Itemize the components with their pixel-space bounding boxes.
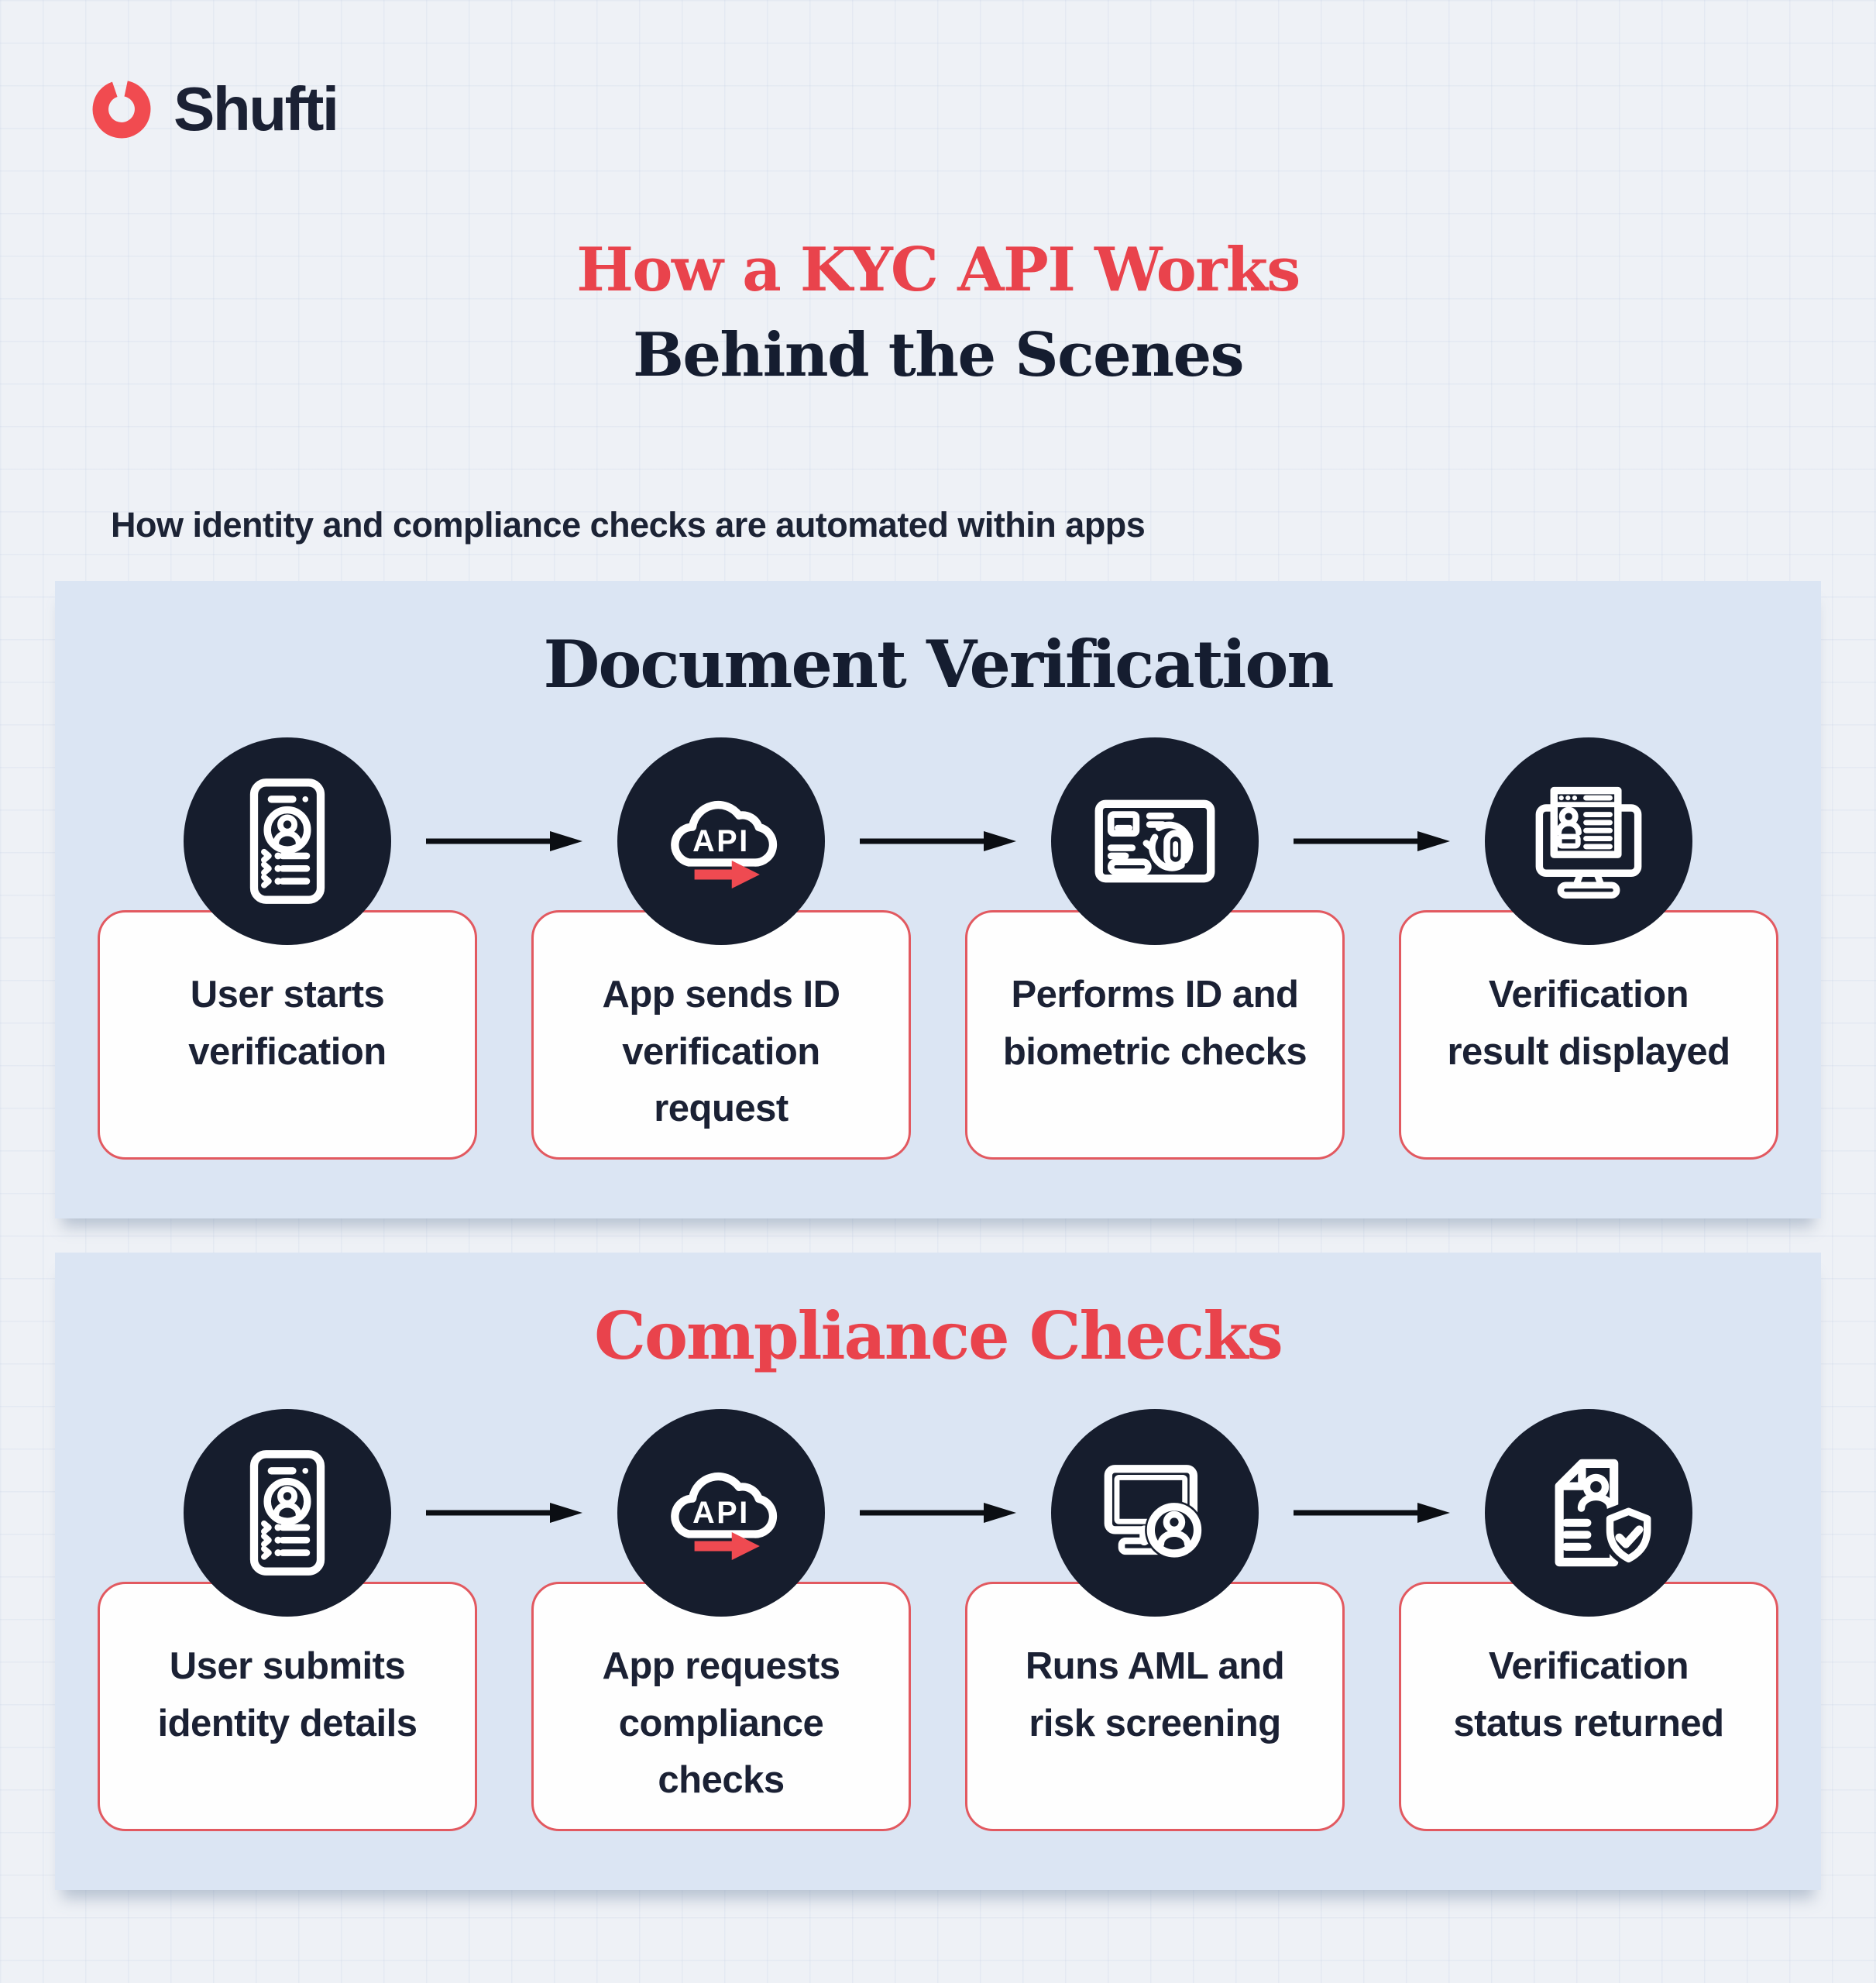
step-label: Verification result displayed — [1447, 974, 1730, 1073]
step-label: User starts verification — [188, 974, 387, 1073]
step — [531, 737, 911, 1160]
section-panel-document-verification — [55, 581, 1821, 1218]
page-subtitle: How identity and compliance checks are automated within apps — [111, 505, 1146, 545]
id-card-icon — [221, 1446, 354, 1579]
step-circle — [1485, 737, 1692, 945]
section-panel-compliance-checks — [55, 1253, 1821, 1890]
document-shield-icon — [1522, 1446, 1655, 1579]
shufti-logo-icon — [90, 77, 153, 141]
step-circle — [617, 1409, 825, 1617]
step-circle — [184, 1409, 391, 1617]
step — [98, 1409, 477, 1831]
step — [965, 737, 1345, 1160]
flow-arrow-icon — [1290, 1497, 1453, 1528]
steps-row — [98, 737, 1778, 1160]
page-title — [0, 228, 1876, 398]
step-circle — [184, 737, 391, 945]
step-label: User submits identity details — [157, 1645, 417, 1744]
step-card — [1399, 1582, 1778, 1831]
step-card — [965, 1582, 1345, 1831]
step-circle — [1051, 737, 1259, 945]
step-card — [98, 1582, 477, 1831]
api-cloud-icon — [655, 1446, 788, 1579]
step-label: Performs ID and biometric checks — [1002, 974, 1307, 1073]
id-card-icon — [221, 775, 354, 908]
step — [98, 737, 477, 1160]
section-heading: Document Verification — [543, 626, 1333, 703]
step-card — [531, 910, 911, 1160]
flow-arrow-icon — [423, 826, 586, 857]
brand-name: Shufti — [174, 74, 338, 143]
section-heading: Compliance Checks — [594, 1297, 1282, 1374]
api-cloud-icon — [655, 775, 788, 908]
step-circle — [1485, 1409, 1692, 1617]
flow-arrow-icon — [857, 1497, 1019, 1528]
step-card — [965, 910, 1345, 1160]
header — [0, 0, 1876, 545]
step — [531, 1409, 911, 1831]
monitor-user-icon — [1088, 1446, 1221, 1579]
steps-row — [98, 1409, 1778, 1831]
step-label: Verification status returned — [1453, 1645, 1724, 1744]
step-label: App requests compliance checks — [602, 1645, 840, 1801]
step-label: App sends ID verification request — [602, 974, 840, 1129]
step — [1399, 1409, 1778, 1831]
page-title-line2: Behind the Scenes — [632, 320, 1243, 390]
monitor-result-icon — [1522, 775, 1655, 908]
flow-arrow-icon — [423, 1497, 586, 1528]
flow-arrow-icon — [857, 826, 1019, 857]
step-label: Runs AML and risk screening — [1025, 1645, 1285, 1744]
flow-arrow-icon — [1290, 826, 1453, 857]
step-card — [531, 1582, 911, 1831]
step-card — [1399, 910, 1778, 1160]
step — [1399, 737, 1778, 1160]
brand-logo — [0, 0, 1876, 141]
step-circle — [617, 737, 825, 945]
step-circle — [1051, 1409, 1259, 1617]
page-title-line1: How a KYC API Works — [576, 235, 1300, 305]
id-biometric-icon — [1088, 775, 1221, 908]
step-card — [98, 910, 477, 1160]
step — [965, 1409, 1345, 1831]
